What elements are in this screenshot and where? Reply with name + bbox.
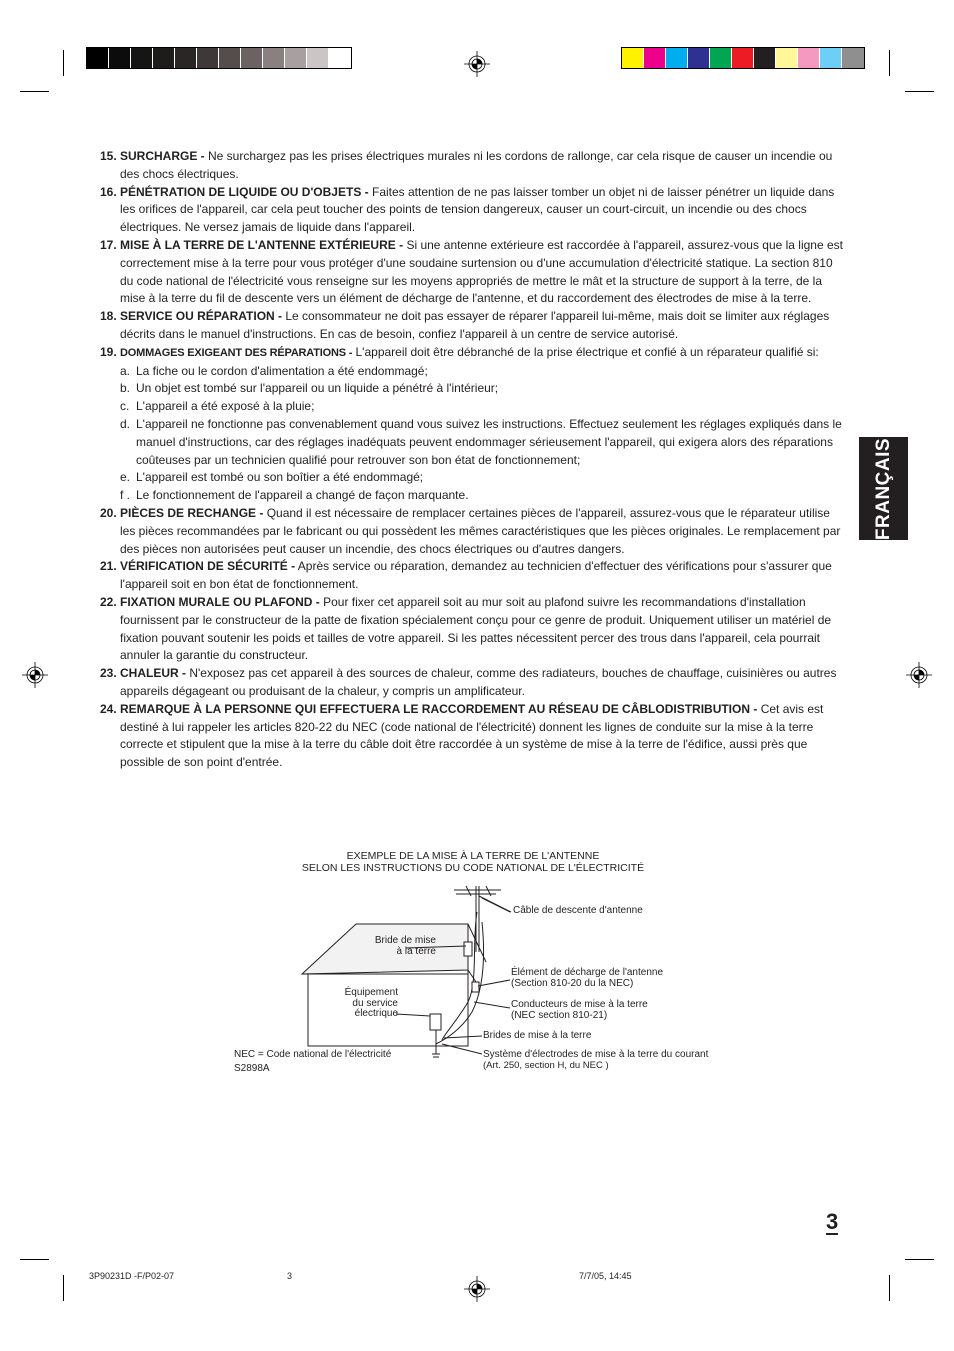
registration-mark bbox=[22, 662, 48, 688]
item-text: Cet avis est destiné à lui rappeler les articles 820-22 du NEC (code national de l'électricité) donnent les lignes de conduite sur la mise à la terre correcte et stipulent que la mise à la terre du câble doit être raccordée à un système de mise à la terre de l'édifice, aussi près que possible de son point d'entrée. bbox=[120, 701, 824, 770]
instruction-item bbox=[100, 308, 846, 344]
item-text: Le consommateur ne doit pas essayer de réparer l'appareil lui-même, mais doit se limiter aux réglages décrits dans le manuel d'instructions. En cas de besoin, confiez l'appareil à un centre de service autorisé. bbox=[120, 309, 830, 341]
color-swatch bbox=[109, 48, 131, 68]
item-heading: PIÈCES DE RECHANGE - bbox=[120, 505, 264, 520]
item-number: 15. bbox=[100, 149, 117, 163]
sub-item-text: Le fonctionnement de l'appareil a changé de façon marquante. bbox=[136, 488, 469, 503]
color-swatch bbox=[776, 48, 798, 68]
item-heading: REMARQUE À LA PERSONNE QUI EFFECTUERA LE RACCORDEMENT AU RÉSEAU DE CÂBLODISTRIBUTION - bbox=[120, 701, 758, 716]
sub-item-label: e. bbox=[120, 470, 131, 485]
footer-sheet-number: 3 bbox=[287, 1271, 293, 1281]
label-line: Équipement bbox=[344, 987, 398, 998]
sub-item bbox=[120, 416, 846, 469]
sub-item-label: d. bbox=[120, 416, 131, 431]
color-swatch bbox=[307, 48, 329, 68]
instruction-item bbox=[100, 184, 846, 237]
item-heading: CHALEUR - bbox=[120, 666, 186, 681]
instruction-item bbox=[100, 344, 846, 505]
registration-mark bbox=[906, 662, 932, 688]
label-line: (NEC section 810-21) bbox=[511, 1009, 608, 1021]
item-heading: DOMMAGES EXIGEANT DES RÉPARATIONS - bbox=[120, 346, 353, 359]
page-number bbox=[826, 1209, 838, 1235]
color-swatch bbox=[131, 48, 153, 68]
label-ground-clamp bbox=[360, 936, 436, 957]
crop-mark bbox=[905, 91, 934, 92]
color-swatch bbox=[87, 48, 109, 68]
color-swatch bbox=[798, 48, 820, 68]
color-swatch bbox=[197, 48, 219, 68]
sub-item-text: La fiche ou le cordon d'alimentation a été endommagé; bbox=[136, 363, 428, 378]
footer-timestamp: 7/7/05, 14:45 bbox=[579, 1271, 632, 1281]
footer-file-id: 3P90231D -F/P02-07 bbox=[89, 1271, 175, 1281]
page-number-text: 3 bbox=[826, 1209, 839, 1234]
registration-mark bbox=[464, 1276, 490, 1302]
sub-item-text: L'appareil a été exposé à la pluie; bbox=[136, 399, 315, 414]
sub-item bbox=[120, 363, 846, 381]
sub-item-label: c. bbox=[120, 399, 130, 414]
label-ground-clamps: Brides de mise à la terre bbox=[483, 1030, 592, 1041]
crop-mark bbox=[63, 1275, 64, 1301]
process-color-bar bbox=[621, 47, 865, 69]
item-heading: PÉNÉTRATION DE LIQUIDE OU D'OBJETS - bbox=[120, 184, 369, 199]
label-line: à la terre bbox=[396, 945, 436, 957]
color-swatch bbox=[329, 48, 351, 68]
diagram-title bbox=[200, 851, 746, 874]
sub-item bbox=[120, 487, 846, 505]
item-text: Après service ou réparation, demandez au technicien d'effectuer des vérifications pour s'assurer que l'appareil soit en bon état de fonctionnement. bbox=[120, 559, 832, 592]
color-swatch bbox=[153, 48, 175, 68]
item-text: L'appareil doit être débranché de la prise électrique et confié à un réparateur qualifié si: bbox=[352, 344, 819, 359]
item-text: Pour fixer cet appareil soit au mur soit au plafond suivre les recommandations d'installation fournissent par le constructeur de la patte de fixation spécialement conçu pour ce genre de produit. Uniquement utiliser un matériel de fixation pouvant soutenir les poids et tailles de votre appareil. Si les pattes nécessitent percer des trous dans l'appareil, cela pourrait annuler la garantie du constructeur. bbox=[120, 594, 832, 663]
item-number: 21. bbox=[100, 559, 117, 574]
item-heading: MISE À LA TERRE DE L'ANTENNE EXTÉRIEURE - bbox=[120, 237, 404, 252]
item-number: 16. bbox=[100, 184, 117, 199]
registration-mark bbox=[464, 51, 490, 77]
item-number: 19. bbox=[100, 344, 117, 359]
instruction-item bbox=[100, 558, 846, 594]
diagram-title-line: EXEMPLE DE LA MISE À LA TERRE DE L'ANTENNE bbox=[346, 850, 600, 862]
sub-item-text: L'appareil ne fonctionne pas convenablement quand vous suivez les instructions. Effectuez seulement les réglages expliqués dans le manuel d'instructions, car des réglages inadéquats peuvent endommager sérieusement l'appareil, qui exigera alors des réparations coûteuses par un technicien qualifié pour retrouver son bon état de fonctionnement; bbox=[136, 416, 842, 467]
sub-item-label: b. bbox=[120, 381, 131, 396]
label-lead-in-cable: Câble de descente d'antenne bbox=[513, 905, 643, 916]
item-heading: VÉRIFICATION DE SÉCURITÉ - bbox=[120, 559, 296, 574]
label-line: du service bbox=[352, 997, 398, 1009]
language-tab bbox=[859, 437, 908, 540]
item-text: Ne surchargez pas les prises électriques murales ni les cordons de rallonge, car cela risque de causer un incendie ou des chocs électriques. bbox=[120, 149, 833, 181]
color-swatch bbox=[842, 48, 864, 68]
instruction-item bbox=[100, 148, 846, 184]
color-swatch bbox=[820, 48, 842, 68]
label-line: Élément de décharge de l'antenne bbox=[511, 967, 664, 978]
instruction-item bbox=[100, 237, 846, 308]
label-line: (Art. 250, section H, du NEC ) bbox=[483, 1059, 609, 1071]
crop-mark bbox=[20, 91, 49, 92]
color-swatch bbox=[732, 48, 754, 68]
label-line: (Section 810-20 du la NEC) bbox=[511, 977, 634, 989]
color-swatch bbox=[241, 48, 263, 68]
sub-item-text: L'appareil est tombé ou son boîtier a été endommagé; bbox=[136, 470, 424, 485]
instruction-item bbox=[100, 594, 846, 665]
label-service-equipment bbox=[330, 988, 398, 1020]
instruction-item bbox=[100, 505, 846, 558]
item-heading: SURCHARGE - bbox=[120, 149, 205, 163]
item-heading: SERVICE OU RÉPARATION - bbox=[120, 309, 283, 324]
label-electrode-system bbox=[483, 1050, 708, 1071]
item-text: N'exposez pas cet appareil à des sources de chaleur, comme des radiateurs, bouches de chauffage, cuisinières ou autres appareils dégageant ou produisant de la chaleur, y compris un amplificateur. bbox=[120, 666, 837, 698]
label-line: électrique bbox=[354, 1008, 398, 1019]
color-swatch bbox=[175, 48, 197, 68]
sub-item-label: f . bbox=[120, 488, 131, 503]
label-line: Bride de mise bbox=[374, 935, 436, 946]
item-number: 20. bbox=[100, 505, 117, 520]
sub-item bbox=[120, 469, 846, 487]
color-swatch bbox=[710, 48, 732, 68]
safety-instructions-list bbox=[100, 148, 846, 772]
instruction-item bbox=[100, 701, 846, 772]
sub-item bbox=[120, 380, 846, 398]
color-swatch bbox=[285, 48, 307, 68]
item-number: 18. bbox=[100, 309, 117, 324]
label-discharge-unit bbox=[511, 968, 663, 989]
item-heading: FIXATION MURALE OU PLAFOND - bbox=[120, 594, 320, 609]
language-tab-label: FRANÇAIS bbox=[872, 437, 894, 540]
item-text: Quand il est nécessaire de remplacer certaines pièces de l'appareil, assurez-vous que le réparateur utilise les pièces recommandées par le fabricant ou qui possèdent les mêmes caractéristiques que les pièces originales. Le remplacement par des pièces non autorisées peut causer un incendie, des chocs électriques ou d'autres dangers. bbox=[120, 505, 841, 556]
item-number: 24. bbox=[100, 701, 117, 716]
diagram-title-line: SELON LES INSTRUCTIONS DU CODE NATIONAL DE L'ÉLECTRICITÉ bbox=[301, 861, 645, 874]
label-line: Conducteurs de mise à la terre bbox=[511, 999, 648, 1010]
color-swatch bbox=[688, 48, 710, 68]
grayscale-color-bar bbox=[86, 47, 352, 69]
instruction-item bbox=[100, 665, 846, 701]
item-number: 23. bbox=[100, 666, 117, 681]
crop-mark bbox=[889, 1275, 890, 1301]
sub-item bbox=[120, 398, 846, 416]
color-swatch bbox=[263, 48, 285, 68]
item-number: 22. bbox=[100, 594, 117, 609]
item-text: Si une antenne extérieure est raccordée à l'appareil, assurez-vous que la ligne est correctement mise à la terre pour vous protéger d'une soudaine surtension ou d'une accumulation d'électricité statique. La section 810 du code national de l'électricité vous renseigne sur les moyens appropriés de mettre le mât et la structure de support à la terre, de la mise à la terre du fil de descente vers un élément de décharge de l'antenne, et du raccordement des électrodes de mise à la terre. bbox=[120, 237, 843, 306]
sub-item-text: Un objet est tombé sur l'appareil ou un liquide a pénétré à l'intérieur; bbox=[136, 381, 499, 396]
crop-mark bbox=[63, 50, 64, 76]
crop-mark bbox=[905, 1259, 934, 1260]
crop-mark bbox=[20, 1259, 49, 1260]
crop-mark bbox=[889, 50, 890, 76]
item-number: 17. bbox=[100, 237, 117, 252]
label-nec-definition: NEC = Code national de l'électricité bbox=[234, 1049, 392, 1060]
sub-item-label: a. bbox=[120, 363, 131, 378]
item-text: Faites attention de ne pas laisser tomber un objet ni de laisser pénétrer un liquide dans les orifices de l'appareil, car cela peut toucher des points de tension dangereux, causer un court-circuit, un incendie ou des chocs électriques. Ne versez jamais de liquide dans l'appareil. bbox=[120, 184, 835, 235]
color-swatch bbox=[644, 48, 666, 68]
label-line: Système d'électrodes de mise à la terre du courant bbox=[483, 1049, 709, 1060]
color-swatch bbox=[666, 48, 688, 68]
color-swatch bbox=[754, 48, 776, 68]
label-figure-code: S2898A bbox=[234, 1063, 270, 1074]
label-grounding-conductors bbox=[511, 1000, 648, 1021]
color-swatch bbox=[219, 48, 241, 68]
color-swatch bbox=[622, 48, 644, 68]
